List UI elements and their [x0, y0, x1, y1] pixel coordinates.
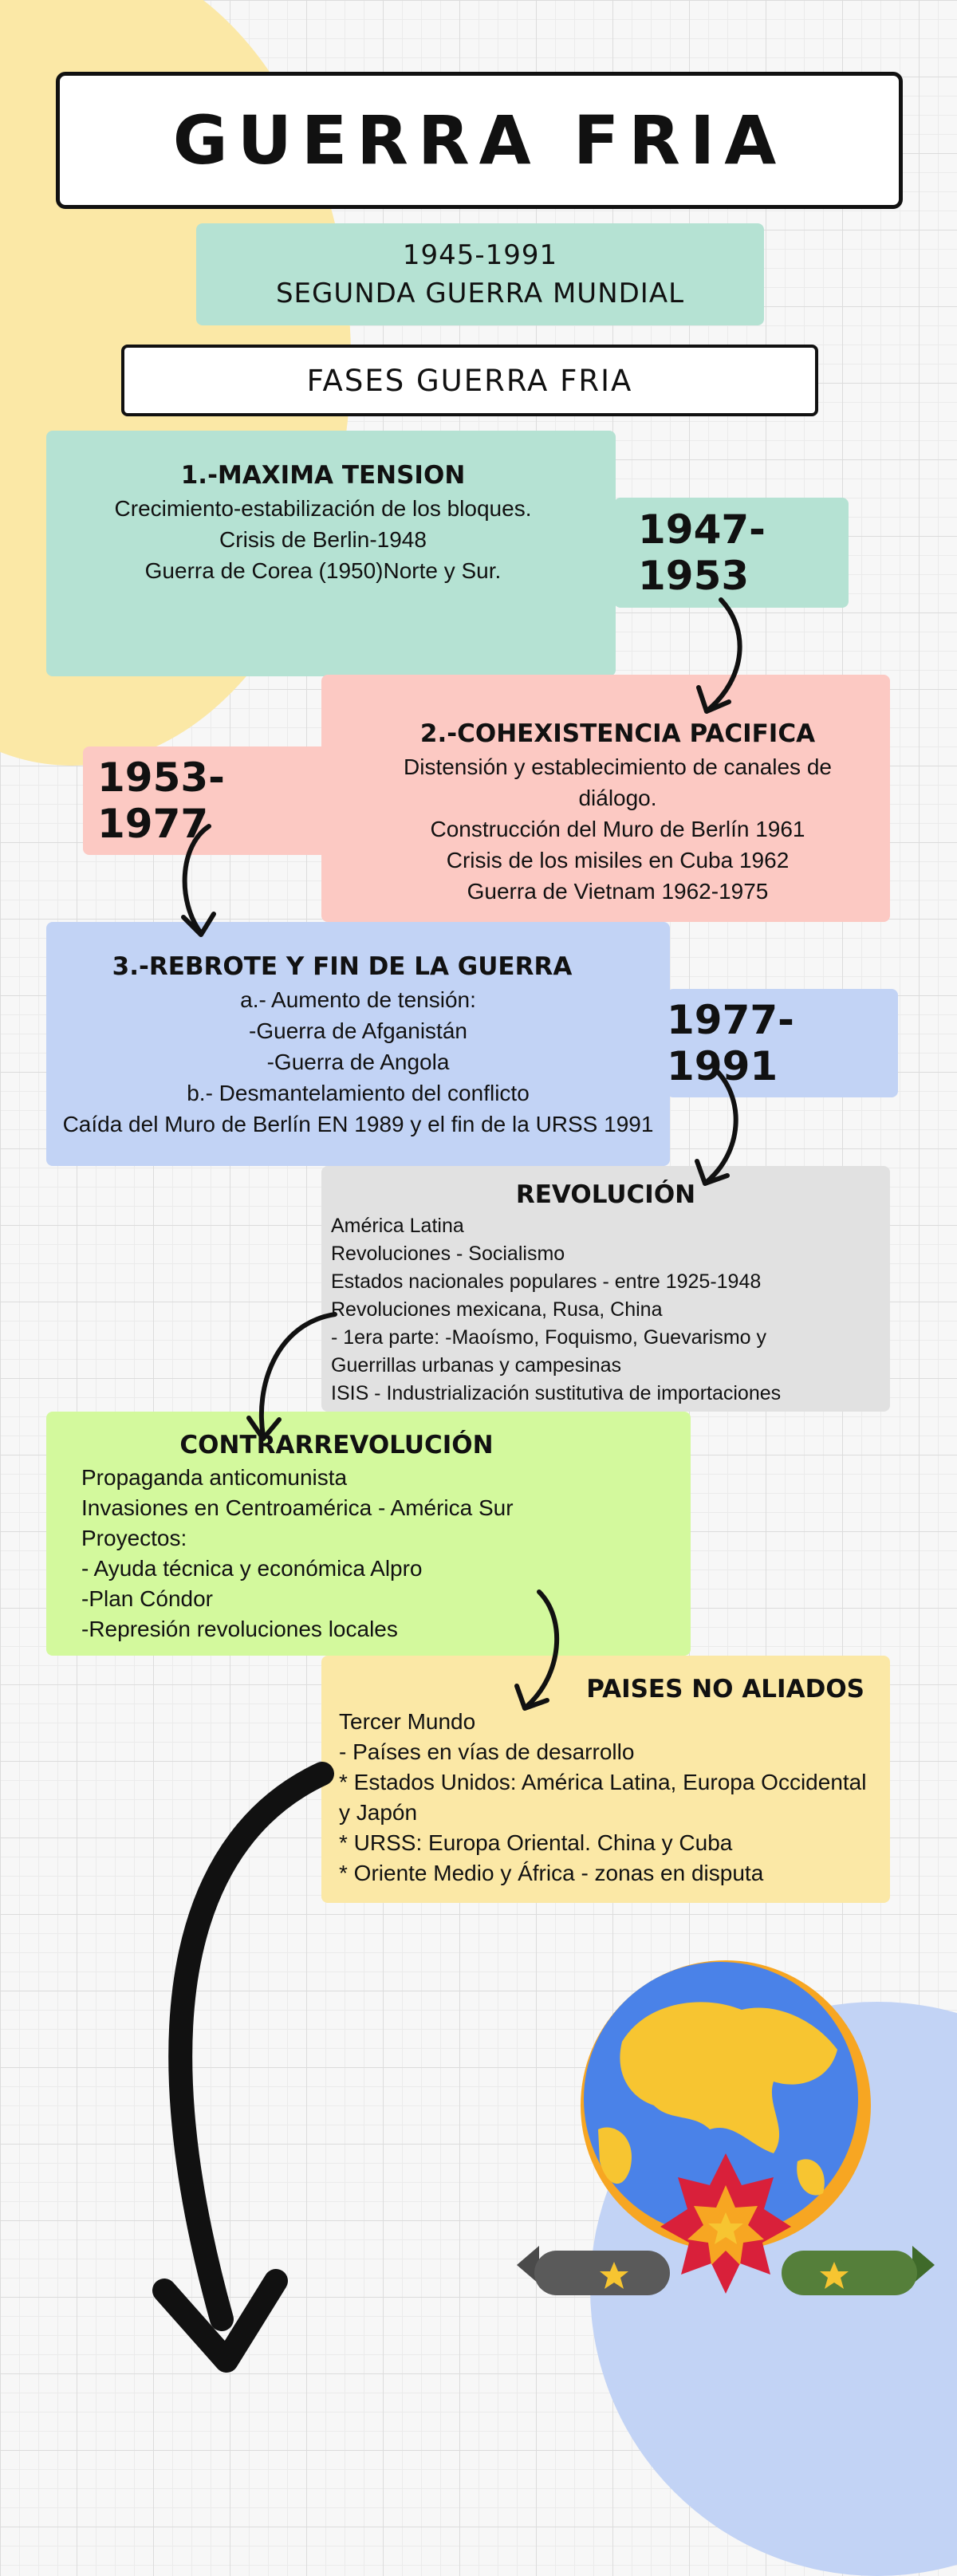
phase3-years: 1977-1991 — [667, 997, 794, 1089]
revolucion-line: ISIS - Industrialización sustitutiva de importaciones — [331, 1382, 782, 1404]
contrarrevolucion-heading: CONTRARREVOLUCIÓN — [179, 1431, 494, 1459]
globe-illustration — [510, 1946, 941, 2345]
curved-arrow-icon — [699, 600, 740, 711]
curved-arrow-icon — [164, 1774, 322, 2361]
contrarrevolucion-line: -Plan Cóndor — [81, 1586, 213, 1611]
phase2-years: 1953-1977 — [97, 754, 225, 847]
revolucion-line: - 1era parte: -Maoísmo, Foquismo, Guevarismo y — [331, 1326, 767, 1349]
page-title: GUERRA FRIA — [172, 101, 786, 179]
phase2-heading: 2.-COHEXISTENCIA PACIFICA — [419, 719, 816, 748]
contrarrevolucion-line: Propaganda anticomunista — [81, 1465, 348, 1490]
missile-icon — [782, 2246, 935, 2295]
subtitle-context: SEGUNDA GUERRA MUNDIAL — [275, 278, 685, 309]
revolucion-line: América Latina — [331, 1215, 464, 1237]
phase2-line: Guerra de Vietnam 1962-1975 — [467, 879, 769, 904]
curved-arrow-icon — [183, 826, 214, 935]
phase3-line: a.- Aumento de tensión: — [240, 987, 476, 1012]
phase1-line: Crecimiento-estabilización de los bloques. — [114, 496, 532, 521]
contrarrevolucion-line: Proyectos: — [81, 1526, 187, 1550]
no-aliados-heading: PAISES NO ALIADOS — [586, 1675, 864, 1704]
revolucion-line: Revoluciones - Socialismo — [331, 1243, 565, 1265]
phase1-line: Guerra de Corea (1950)Norte y Sur. — [144, 558, 502, 583]
curved-arrow-icon — [697, 1070, 736, 1184]
revolucion-line: Estados nacionales populares - entre 1925-1948 — [331, 1270, 762, 1293]
phase3-line: -Guerra de Afganistán — [249, 1018, 467, 1043]
phase2-line: Crisis de los misiles en Cuba 1962 — [446, 848, 790, 872]
missile-icon — [517, 2246, 670, 2295]
no-aliados-line: * Oriente Medio y África - zonas en disputa — [339, 1861, 764, 1885]
no-aliados-line: * URSS: Europa Oriental. China y Cuba — [339, 1830, 733, 1855]
phase3-line: -Guerra de Angola — [266, 1050, 450, 1074]
curved-arrow-icon — [517, 1592, 557, 1708]
no-aliados-line: * Estados Unidos: América Latina, Europa Occidental — [339, 1770, 867, 1794]
contrarrevolucion-line: Invasiones en Centroamérica - América Sur — [81, 1495, 514, 1520]
phase2-line: Construcción del Muro de Berlín 1961 — [430, 817, 805, 841]
no-aliados-line: Tercer Mundo — [339, 1709, 476, 1734]
phase3-line: Caída del Muro de Berlín EN 1989 y el fin de la URSS 1991 — [62, 1112, 654, 1136]
curved-arrow-icon — [249, 1314, 335, 1439]
revolucion-line: Revoluciones mexicana, Rusa, China — [331, 1298, 663, 1321]
revolucion-heading: REVOLUCIÓN — [515, 1180, 696, 1209]
contrarrevolucion-line: - Ayuda técnica y económica Alpro — [81, 1556, 423, 1581]
no-aliados-line: - Países en vías de desarrollo — [339, 1739, 635, 1764]
contrarrevolucion-line: -Represión revoluciones locales — [81, 1617, 398, 1641]
phase1-heading: 1.-MAXIMA TENSION — [180, 461, 466, 490]
phase1-years: 1947-1953 — [638, 506, 766, 599]
no-aliados-line: y Japón — [339, 1800, 418, 1825]
phase2-line: Distensión y establecimiento de canales de — [404, 754, 832, 779]
phases-title: FASES GUERRA FRIA — [306, 363, 633, 398]
revolucion-line: Guerrillas urbanas y campesinas — [331, 1354, 622, 1377]
phase3-heading: 3.-REBROTE Y FIN DE LA GUERRA — [112, 952, 573, 981]
phase3-line: b.- Desmantelamiento del conflicto — [187, 1081, 530, 1105]
phase1-line: Crisis de Berlin-1948 — [219, 527, 427, 552]
subtitle-dates: 1945-1991 — [402, 239, 558, 271]
phase2-line: diálogo. — [578, 786, 657, 810]
